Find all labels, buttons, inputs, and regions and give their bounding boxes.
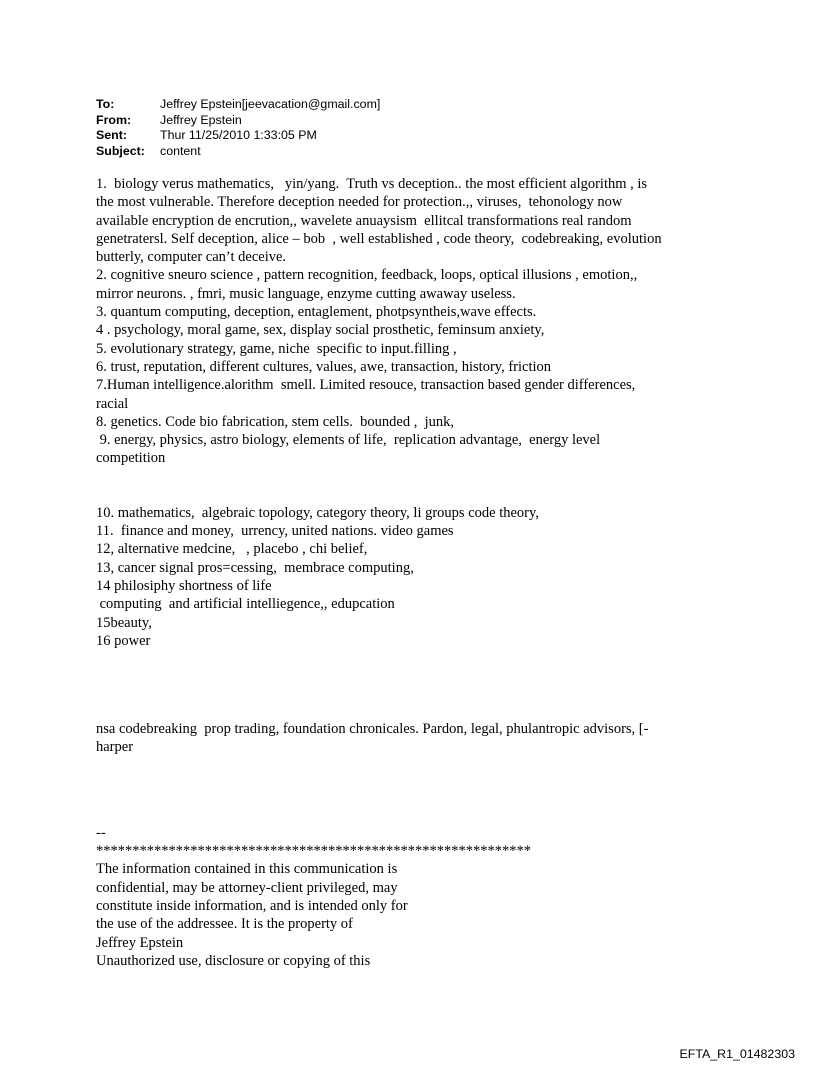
body-line: 14 philosiphy shortness of life [96, 577, 272, 594]
body-line: 3. quantum computing, deception, entaglement, photpsyntheis,wave effects. [96, 304, 537, 321]
signature-line: confidential, may be attorney-client privileged, may [96, 879, 398, 896]
header-to-row [96, 97, 380, 113]
email-header [96, 97, 380, 159]
body-line: the most vulnerable. Therefore deception needed for protection.,, viruses, tehonology now [96, 194, 623, 211]
to-value: Jeffrey Epstein[jeevacation@gmail.com] [160, 97, 381, 111]
subject-label: Subject: [96, 143, 145, 158]
body-line: 11. finance and money, urrency, united nations. video games [96, 523, 454, 540]
body-section-a [96, 175, 736, 468]
signature-dashes: -- [96, 824, 106, 841]
body-line: butterly, computer can’t deceive. [96, 249, 287, 266]
header-sent-row [96, 128, 380, 144]
signature-stars: ************************************************************ [96, 843, 531, 860]
body-line: genetratersl. Self deception, alice – bob , well established , code theory, codebreaking, evolution [96, 230, 662, 247]
signature-line: Jeffrey Epstein [96, 934, 184, 951]
body-line: 13, cancer signal pros=cessing, membrace computing, [96, 559, 414, 576]
body-line: available encryption de encrution,, wavelete anuaysism ellitcal transformations real random [96, 212, 632, 229]
document-id: EFTA_R1_01482303 [679, 1047, 795, 1061]
body-line: 7.Human intelligence.alorithm smell. Limited resouce, transaction based gender differences, [96, 377, 636, 394]
from-value: Jeffrey Epstein [160, 112, 242, 127]
body-line: 16 power [96, 632, 151, 649]
body-section-c [96, 720, 736, 757]
sent-value: Thur 11/25/2010 1:33:05 PM [160, 128, 317, 142]
spacer [96, 650, 736, 720]
body-line: 15beauty, [96, 614, 152, 631]
sent-label: Sent: [96, 128, 127, 142]
body-line: 2. cognitive sneuro science , pattern recognition, feedback, loops, optical illusions , emotion,, [96, 267, 638, 284]
to-label: To: [96, 97, 115, 111]
body-line: mirror neurons. , fmri, music language, enzyme cutting awaway useless. [96, 285, 516, 302]
header-subject-row [96, 144, 380, 160]
email-body [96, 175, 736, 970]
signature-line: the use of the addressee. It is the property of [96, 916, 353, 933]
body-line: 1. biology verus mathematics, yin/yang. Truth vs deception.. the most efficient algorithm , is [96, 176, 648, 192]
subject-value: content [160, 143, 201, 158]
body-line: 10. mathematics, algebraic topology, category theory, li groups code theory, [96, 504, 539, 521]
from-label: From: [96, 112, 132, 127]
spacer [96, 468, 736, 504]
header-from-row [96, 113, 380, 129]
signature-block [96, 824, 736, 970]
body-line: 12, alternative medcine, , placebo , chi belief, [96, 541, 368, 558]
spacer [96, 757, 736, 824]
body-section-b [96, 504, 736, 650]
body-line: 5. evolutionary strategy, game, niche specific to input.filling , [96, 340, 457, 357]
body-line: harper [96, 739, 134, 756]
body-line: nsa codebreaking prop trading, foundation chronicales. Pardon, legal, phulantropic advisors, [- [96, 721, 649, 738]
signature-line: constitute inside information, and is intended only for [96, 897, 408, 914]
body-line: 8. genetics. Code bio fabrication, stem cells. bounded , junk, [96, 413, 454, 430]
body-line: computing and artificial intelliegence,, edupcation [96, 596, 395, 613]
signature-line: Unauthorized use, disclosure or copying of this [96, 952, 371, 969]
body-line: 4 . psychology, moral game, sex, display social prosthetic, feminsum anxiety, [96, 322, 545, 339]
signature-line: The information contained in this communication is [96, 861, 398, 878]
body-line: competition [96, 450, 166, 467]
body-line: 9. energy, physics, astro biology, elements of life, replication advantage, energy level [96, 432, 601, 449]
body-line: 6. trust, reputation, different cultures, values, awe, transaction, history, friction [96, 358, 552, 375]
body-line: racial [96, 395, 129, 412]
